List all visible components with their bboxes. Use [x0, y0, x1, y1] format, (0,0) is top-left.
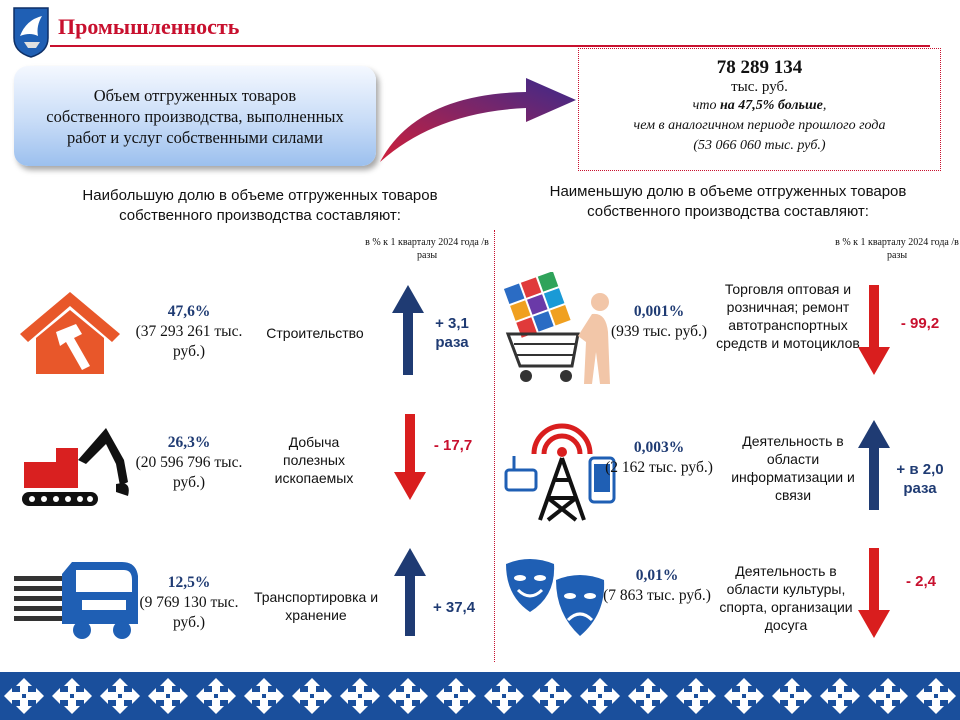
label-construction: Строительство: [266, 325, 364, 341]
label-it: Деятельность в области информатизации и связи: [731, 433, 855, 503]
title-underline: [50, 45, 930, 47]
share-it: 0,003% (2 162 тыс. руб.): [605, 439, 713, 476]
label-transport: Транспортировка и хранение: [253, 589, 379, 623]
change-culture: - 2,4: [905, 573, 936, 590]
total-value: 78 289 134: [716, 57, 803, 78]
column-divider: [494, 230, 495, 662]
change-it: + в 2,0 раза: [896, 461, 944, 497]
total-box: [578, 48, 941, 171]
arrow-down-icon: [856, 283, 892, 377]
summary-description: Объем отгруженных товаров собственного производства, выполненных работ и услуг собственными силами: [46, 85, 344, 147]
left-change-note: в % к 1 кварталу 2024 года /в разы: [365, 237, 489, 261]
arrow-down-icon: [392, 412, 428, 502]
truck-icon: [12, 558, 142, 642]
arrow-up-icon: [390, 283, 426, 377]
right-change-note: в % к 1 кварталу 2024 года /в разы: [835, 237, 959, 261]
arrow-up-icon: [856, 418, 892, 512]
left-heading: Наибольшую долю в объеме отгруженных товаров собственного производства составляют:: [82, 187, 438, 224]
total-previous: (53 066 060 тыс. руб.): [693, 138, 826, 153]
label-mining: Добыча полезных ископаемых: [274, 434, 354, 486]
share-transport: 12,5% (9 769 130 тыс. руб.): [139, 574, 239, 631]
change-trade: - 99,2: [900, 315, 940, 332]
total-comparison-line2: чем в аналогичном периоде прошлого года: [633, 118, 886, 133]
share-trade: 0,001% (939 тыс. руб.): [610, 303, 708, 340]
change-construction: + 3,1 раза: [435, 315, 469, 351]
ornament-border: [0, 672, 960, 720]
share-construction: 47,6% (37 293 261 тыс. руб.): [135, 303, 243, 360]
excavator-icon: [16, 420, 134, 510]
change-transport: + 37,4: [432, 599, 476, 616]
change-mining: - 17,7: [433, 437, 473, 454]
label-culture: Деятельность в области культуры, спорта, организации досуга: [719, 563, 853, 633]
arrow-to-total-icon: [376, 74, 586, 166]
summary-description-box: [14, 66, 376, 166]
label-trade: Торговля оптовая и розничная; ремонт автотранспортных средств и мотоциклов: [716, 281, 860, 351]
arrow-up-icon: [392, 546, 428, 638]
house-hammer-icon: [16, 288, 124, 378]
total-comparison: что на 47,5% больше,: [692, 98, 827, 113]
theater-masks-icon: [504, 556, 608, 640]
page-title: Промышленность: [58, 14, 240, 39]
total-unit: тыс. руб.: [731, 79, 788, 95]
coat-of-arms-icon: [12, 6, 50, 58]
arrow-down-icon: [856, 546, 892, 640]
right-heading: Наименьшую долю в объеме отгруженных товаров собственного производства составляют:: [549, 183, 907, 220]
share-mining: 26,3% (20 596 796 тыс. руб.): [135, 434, 243, 491]
share-culture: 0,01% (7 863 тыс. руб.): [603, 567, 711, 604]
